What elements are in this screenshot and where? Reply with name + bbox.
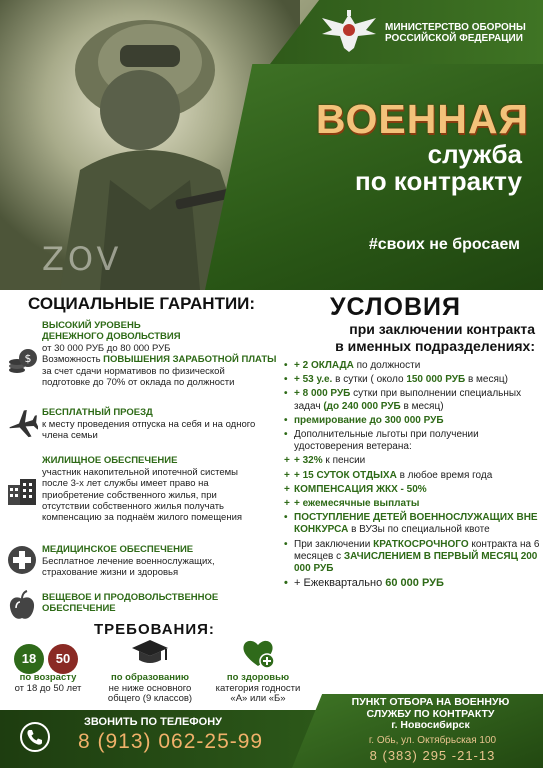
condition-daily-period: в месяц) — [465, 374, 508, 386]
condition-two-salaries-note: по должности — [353, 360, 421, 371]
call-label: ЗВОНИТЬ ПО ТЕЛЕФОНУ — [84, 716, 223, 728]
ministry-line-2: РОССИЙСКОЙ ФЕДЕРАЦИИ — [385, 33, 523, 44]
health-requirement — [204, 673, 312, 705]
education-requirement-text-2: общего (9 классов) — [107, 693, 193, 704]
hashtag: #своих не бросаем — [368, 236, 520, 253]
pay-text — [42, 343, 280, 388]
condition-two-salaries: + 2 ОКЛАДА — [294, 360, 354, 371]
selection-point-phone[interactable]: 8 (383) 295 -21-13 — [369, 748, 496, 763]
medical-title: МЕДИЦИНСКОЕ ОБЕСПЕЧЕНИЕ — [42, 544, 194, 555]
housing-text-line-1: участник накопительной ипотечной системы — [42, 467, 238, 478]
health-requirement-title: по здоровью — [226, 672, 290, 683]
list-item — [282, 539, 540, 576]
education-requirement-text-1: не ниже основного — [108, 682, 192, 694]
list-item — [282, 360, 540, 372]
health-requirement-text-2: «А» или «Б» — [230, 693, 286, 704]
age-min-badge: 18 — [14, 644, 44, 674]
health-heart-icon — [241, 637, 275, 669]
phone-icon — [20, 722, 50, 752]
list-item — [282, 388, 540, 412]
svg-text:$: $ — [24, 352, 32, 365]
social-guarantees-heading: СОЦИАЛЬНЫЕ ГАРАНТИИ: — [28, 294, 256, 313]
list-item — [282, 455, 540, 467]
condition-special-tasks-period: в месяц) — [400, 400, 444, 412]
hero-title-sub — [300, 141, 522, 195]
zov-watermark: ZOV — [42, 240, 123, 278]
pay-text-line-4: подготовке до 70% от оклада по должности — [42, 376, 235, 388]
pay-title-line-2: ДЕНЕЖНОГО ДОВОЛЬСТВИЯ — [42, 331, 181, 342]
condition-special-tasks-amount: (до 240 000 РУБ — [323, 400, 401, 412]
age-requirement-title: по возрасту — [19, 672, 77, 683]
housing-title: ЖИЛИЩНОЕ ОБЕСПЕЧЕНИЕ — [42, 455, 178, 466]
graduation-cap-icon — [130, 636, 170, 670]
travel-text — [42, 419, 280, 442]
condition-children-admission: ПОСТУПЛЕНИЕ ДЕТЕЙ ВОЕННОСЛУЖАЩИХ ВНЕ КОНКУРСА — [294, 512, 538, 536]
housing-text — [42, 467, 280, 523]
condition-short-contract: КРАТКОСРОЧНОГО — [373, 538, 469, 550]
pay-title-line-1: ВЫСОКИЙ УРОВЕНЬ — [42, 320, 141, 331]
condition-rest-days-note: в любое время года — [396, 469, 493, 481]
selection-point-address: г. Обь, ул. Октябрьская 100 — [368, 735, 497, 746]
coins-icon — [6, 344, 38, 376]
requirements-heading: ТРЕБОВАНИЯ: — [94, 621, 215, 638]
ministry-title — [385, 22, 535, 44]
condition-short-contract-note: контракта на 6 месяцев с — [294, 538, 540, 562]
supply-title — [42, 592, 218, 614]
pay-title — [42, 320, 181, 342]
age-max-badge: 50 — [48, 644, 78, 674]
medical-cross-icon — [6, 544, 38, 576]
conditions-subtitle-line-1: при заключении контракта — [349, 321, 535, 337]
supply-title-line-2: ОБЕСПЕЧЕНИЕ — [42, 603, 116, 614]
list-item — [282, 512, 540, 536]
selection-point-line-1: ПУНКТ ОТБОРА НА ВОЕННУЮ — [351, 696, 510, 708]
pay-text-line-3: за счет сдачи нормативов по физической — [42, 365, 225, 377]
apple-icon — [6, 590, 38, 622]
list-item — [282, 470, 540, 482]
airplane-icon — [6, 407, 38, 439]
supply-title-line-1: ВЕЩЕВОЕ И ПРОДОВОЛЬСТВЕННОЕ — [42, 592, 219, 603]
condition-first-month: ЗАЧИСЛЕНИЕМ В ПЕРВЫЙ МЕСЯЦ 200 000 РУБ — [294, 550, 538, 575]
condition-veteran-benefits: Дополнительные льготы при получении удостоверения ветерана: — [294, 429, 479, 453]
condition-pension-note: к пенсии — [322, 455, 366, 467]
medical-text-line-1: Бесплатное лечение военнослужащих, — [42, 556, 215, 567]
list-item — [282, 374, 540, 386]
medical-text-line-2: страхование жизни и здоровья — [42, 567, 179, 579]
hero-banner — [0, 0, 543, 290]
housing-text-line-5: компенсацию за поднаём жилого помещения — [42, 512, 243, 524]
conditions-title: УСЛОВИЯ — [330, 293, 461, 321]
ministry-line-1: МИНИСТЕРСТВО ОБОРОНЫ — [385, 22, 526, 33]
pay-raise-highlight: ПОВЫШЕНИЯ ЗАРАБОТНОЙ ПЛАТЫ — [103, 354, 277, 366]
health-requirement-text-1: категория годности — [215, 682, 301, 694]
medical-text — [42, 556, 280, 579]
travel-text-line-2: члена семьи — [42, 430, 98, 442]
list-item — [282, 577, 540, 589]
housing-text-line-3: приобретение собственного жилья, при — [42, 489, 217, 501]
condition-special-tasks-note: сутки при выполнении специальных задач — [294, 388, 522, 412]
age-requirement — [2, 673, 94, 694]
condition-rest-days: + 15 СУТОК ОТДЫХА — [294, 469, 397, 481]
condition-quarterly: + Ежеквартально — [294, 577, 386, 590]
condition-short-contract-prefix: При заключении — [294, 538, 374, 550]
condition-monthly-payments: + ежемесячные выплаты — [294, 498, 420, 510]
age-requirement-text: от 18 до 50 лет — [14, 682, 82, 694]
conditions-list — [282, 360, 540, 591]
travel-title: БЕСПЛАТНЫЙ ПРОЕЗД — [42, 407, 153, 418]
education-requirement-title: по образованию — [110, 672, 190, 683]
selection-point-title — [328, 697, 533, 732]
selection-point-line-2: СЛУЖБУ ПО КОНТРАКТУ — [366, 707, 495, 720]
list-item — [282, 498, 540, 510]
hero-title-line-2: служба — [427, 139, 522, 169]
buildings-icon — [6, 475, 38, 507]
condition-daily-ue: + 53 у.е. — [294, 374, 333, 386]
travel-text-line-1: к месту проведения отпуска на себя и на одного — [42, 419, 256, 430]
condition-bonus-amount: до 300 000 РУБ — [366, 414, 444, 426]
housing-text-line-2: после 3-х лет службы имеет право на — [42, 478, 209, 490]
condition-quarterly-amount: 60 000 РУБ — [385, 577, 444, 590]
condition-utilities: КОМПЕНСАЦИЯ ЖКХ - 50% — [294, 483, 427, 495]
pay-range: от 30 000 РУБ до 80 000 РУБ — [42, 343, 171, 354]
condition-daily-note: в сутки ( около — [332, 374, 407, 386]
selection-point-city: г. Новосибирск — [391, 719, 470, 731]
condition-children-admission-note: в ВУЗы по специальной квоте — [348, 524, 490, 536]
condition-bonus: премирование — [294, 414, 367, 426]
pay-raise-line — [42, 354, 280, 365]
list-item — [282, 415, 540, 427]
ministry-eagle-emblem-icon — [318, 8, 380, 54]
condition-daily-amount: 150 000 РУБ — [406, 374, 466, 386]
condition-special-tasks: + 8 000 РУБ — [294, 388, 351, 400]
education-requirement — [98, 673, 202, 705]
conditions-subtitle-line-2: в именных подразделениях: — [335, 338, 535, 354]
hero-title-line-3: по контракту — [355, 166, 522, 196]
call-phone-number[interactable]: 8 (913) 062-25-99 — [78, 730, 264, 753]
list-item — [282, 484, 540, 496]
hero-title-main: ВОЕННАЯ — [315, 96, 529, 142]
housing-text-line-4: отсутствии собственного жилья получать — [42, 500, 224, 512]
condition-pension: + 32% — [294, 455, 323, 467]
conditions-subtitle — [285, 321, 535, 355]
list-item — [282, 429, 540, 453]
pay-raise-prefix: Возможность — [42, 354, 104, 366]
